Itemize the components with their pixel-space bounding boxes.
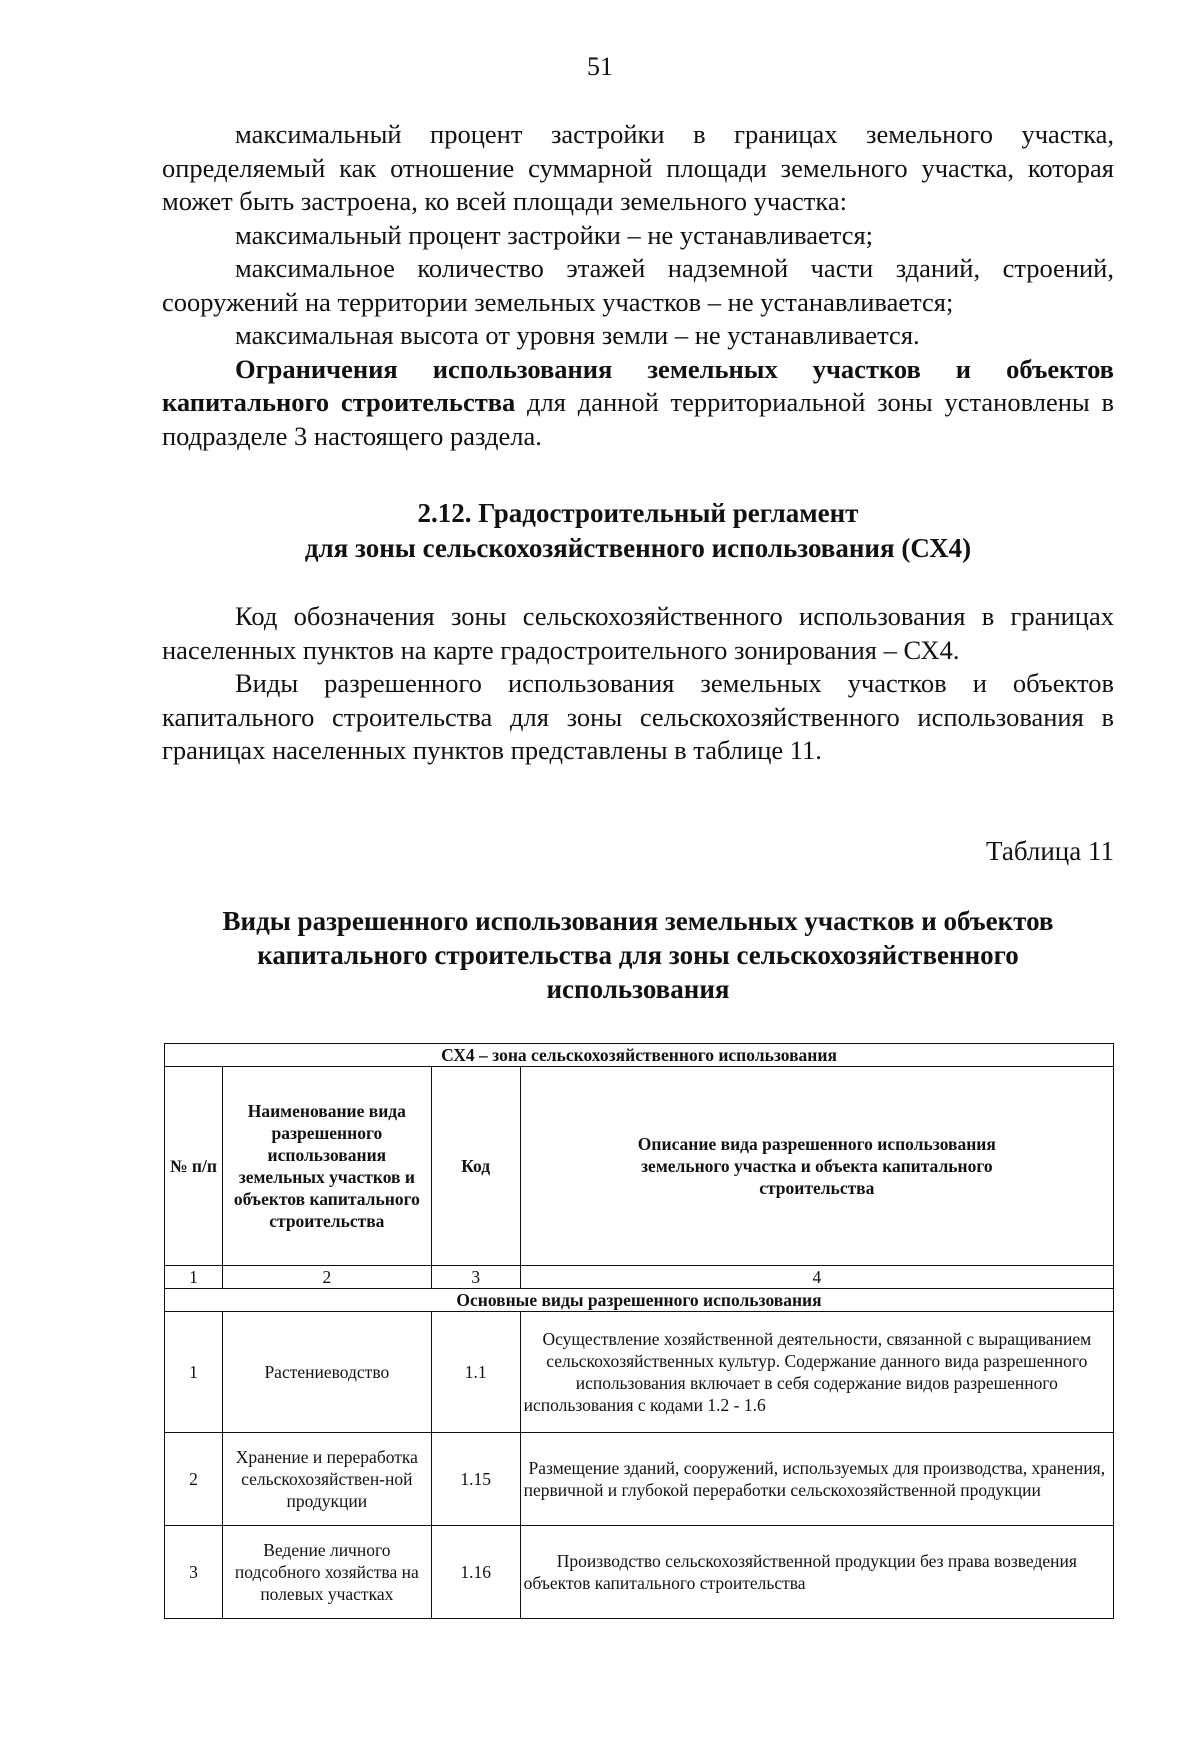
table-title-line-1: Виды разрешенного использования земельных участков и объектов bbox=[222, 906, 1054, 936]
zone-code-paragraph: Код обозначения зоны сельскохозяйственного использования в границах населенных пунктов на карте градостроительного зонирования – СХ4. bbox=[162, 601, 1114, 665]
row-use-description: Размещение зданий, сооружений, используемых для производства, хранения, первичной и глубокой переработки сельскохозяйственной продукции bbox=[520, 1433, 1113, 1526]
building-percentage-definition: максимальный процент застройки в границах земельного участка, определяемый как отношение суммарной площади земельного участка, которая может быть застроена, ко всей площади земельного участка: bbox=[162, 119, 1114, 216]
row-number: 3 bbox=[165, 1526, 223, 1619]
restrictions-text: для данной территориальной зоны установлены в подразделе 3 настоящего раздела. bbox=[162, 387, 1114, 451]
permitted-uses-table bbox=[164, 1043, 1114, 1619]
restrictions-paragraph bbox=[162, 353, 1114, 454]
col-header-name: Наименование вида разрешенного использования земельных участков и объектов капитального строительства bbox=[222, 1067, 431, 1266]
col-header-number: № п/п bbox=[165, 1067, 223, 1266]
page-number: 51 bbox=[587, 52, 613, 81]
group-header-cell: Основные виды разрешенного использования bbox=[165, 1289, 1114, 1312]
section-heading-line-1: 2.12. Градостроительный регламент bbox=[417, 498, 859, 528]
table-label: Таблица 11 bbox=[986, 836, 1114, 866]
row-number: 2 bbox=[165, 1433, 223, 1526]
row-use-name: Ведение личного подсобного хозяйства на полевых участках bbox=[222, 1526, 431, 1619]
parameters-block bbox=[162, 118, 1114, 453]
section-heading-line-2: для зоны сельскохозяйственного использования (СХ4) bbox=[304, 533, 972, 563]
height-limit: максимальная высота от уровня земли – не устанавливается. bbox=[235, 320, 920, 350]
table-row bbox=[165, 1312, 1114, 1433]
column-header-row bbox=[165, 1067, 1114, 1266]
row-use-name: Хранение и переработка сельскохозяйствен-ной продукции bbox=[222, 1433, 431, 1526]
col-number-1: 1 bbox=[165, 1266, 223, 1289]
row-use-code: 1.16 bbox=[431, 1526, 520, 1619]
row-use-name: Растениеводство bbox=[222, 1312, 431, 1433]
table-title bbox=[160, 904, 1116, 1006]
group-header-row bbox=[165, 1289, 1114, 1312]
floors-limit: максимальное количество этажей надземной части зданий, строений, сооружений на территории земельных участков – не устанавливается; bbox=[162, 253, 1114, 317]
row-use-description: Производство сельскохозяйственной продукции без права возведения объектов капитального строительства bbox=[520, 1526, 1113, 1619]
row-use-code: 1.15 bbox=[431, 1433, 520, 1526]
col-number-2: 2 bbox=[222, 1266, 431, 1289]
col-number-3: 3 bbox=[431, 1266, 520, 1289]
zone-header-cell: СХ4 – зона сельскохозяйственного использования bbox=[165, 1044, 1114, 1067]
row-use-code: 1.1 bbox=[431, 1312, 520, 1433]
zone-description-block bbox=[162, 600, 1114, 768]
col-number-4: 4 bbox=[520, 1266, 1113, 1289]
zone-uses-paragraph: Виды разрешенного использования земельных участков и объектов капитального строительства для зоны сельскохозяйственного использования в границах населенных пунктов представлены в таблице 11. bbox=[162, 668, 1114, 765]
building-percentage-value: максимальный процент застройки – не устанавливается; bbox=[235, 219, 874, 250]
col-header-code: Код bbox=[431, 1067, 520, 1266]
zone-header-row bbox=[165, 1044, 1114, 1067]
table-title-line-2: капитального строительства для зоны сельскохозяйственного bbox=[257, 940, 1019, 970]
restrictions-heading: Ограничения использования земельных участков и объектов капитального строительства bbox=[162, 353, 1114, 417]
table-title-line-3: использования bbox=[546, 974, 730, 1004]
section-heading bbox=[160, 496, 1116, 566]
row-number: 1 bbox=[165, 1312, 223, 1433]
table-row bbox=[165, 1433, 1114, 1526]
col-header-description: Описание вида разрешенного использования земельного участка и объекта капитального строительства bbox=[520, 1067, 1113, 1266]
row-use-description: Осуществление хозяйственной деятельности, связанной с выращиванием сельскохозяйственных культур. Содержание данного вида разрешенного использования включает в себя содержание видов разрешенного использования с кодами 1.2 - 1.6 bbox=[520, 1312, 1113, 1433]
column-number-row bbox=[165, 1266, 1114, 1289]
table-row bbox=[165, 1526, 1114, 1619]
